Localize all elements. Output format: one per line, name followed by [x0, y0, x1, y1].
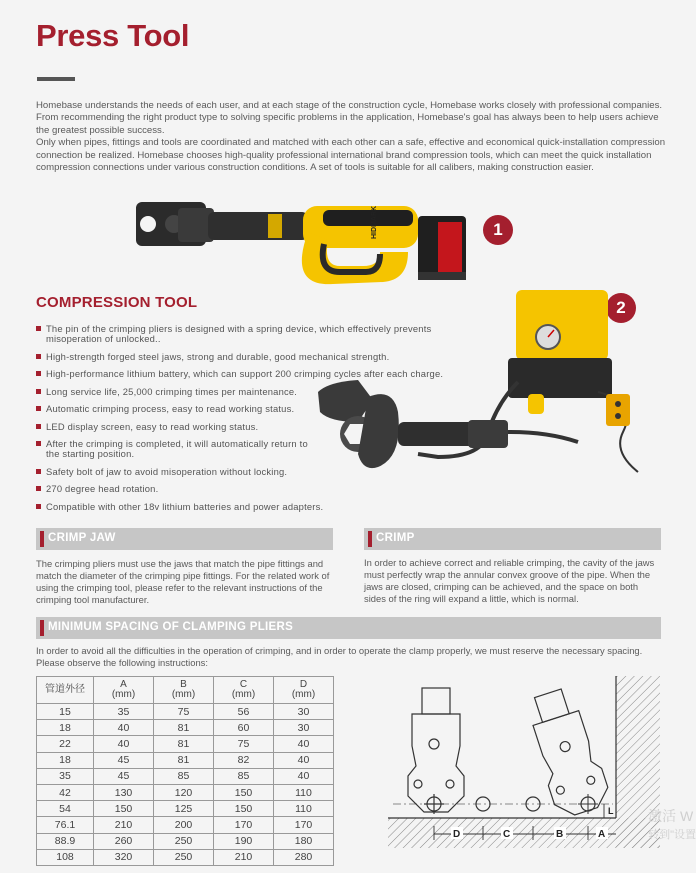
compression-tool-heading: COMPRESSION TOOL	[36, 294, 198, 311]
table-header-row	[37, 677, 334, 704]
table-cell: 60	[214, 720, 274, 736]
feature-item: Automatic crimping process, easy to read working status.	[36, 404, 506, 414]
table-row	[37, 849, 334, 865]
intro-paragraph-2: Only when pipes, fittings and tools are coordinated and matched with each other can a safe, effective and economical quick-installation compression connection be realized. Homebase chooses high-quality professional international brand compression tools, which can meet the quick installation compression connections under various construction conditions. A set of tools is suitable for all calibers, making construction easier.	[36, 137, 666, 174]
table-cell: 120	[154, 784, 214, 800]
bullet-square-icon	[36, 504, 41, 509]
bullet-square-icon	[36, 371, 41, 376]
bullet-square-icon	[36, 486, 41, 491]
table-row	[37, 704, 334, 720]
table-cell: 45	[94, 768, 154, 784]
intro-text	[36, 100, 666, 174]
table-cell: 22	[37, 736, 94, 752]
table-row	[37, 752, 334, 768]
table-cell: 45	[94, 752, 154, 768]
table-cell: 75	[214, 736, 274, 752]
table-cell: 190	[214, 833, 274, 849]
table-cell: 250	[154, 833, 214, 849]
dimension-label-b: B	[556, 829, 564, 840]
table-cell: 76.1	[37, 817, 94, 833]
table-row	[37, 784, 334, 800]
feature-item: Compatible with other 18v lithium batteries and power adapters.	[36, 502, 506, 512]
table-cell: 56	[214, 704, 274, 720]
table-cell: 30	[274, 704, 334, 720]
column-header: D (mm)	[274, 677, 334, 704]
crimp-jaw-text: The crimping pliers must use the jaws that match the pipe fittings and match the diameter of the crimping pipe fittings. For the related work of using the crimping tool, please refer to the relevant instructions of the crimping tool manufacturer.	[36, 558, 330, 605]
intro-paragraph-1: Homebase understands the needs of each user, and at each stage of the construction cycle, Homebase works closely with professional companies. From recommending the right product type to solving specific problems in the application, Homebase's goal has always been to help users achieve the greatest possible success.	[36, 100, 663, 136]
table-cell: 108	[37, 849, 94, 865]
table-row	[37, 736, 334, 752]
column-header: A (mm)	[94, 677, 154, 704]
hydraulic-crimp-tool-image	[318, 282, 663, 492]
bullet-square-icon	[36, 424, 41, 429]
table-cell: 260	[94, 833, 154, 849]
feature-item: LED display screen, easy to read working status.	[36, 422, 506, 432]
header-accent-mark	[40, 531, 44, 547]
table-cell: 35	[94, 704, 154, 720]
min-spacing-header-bar	[36, 617, 661, 639]
bullet-square-icon	[36, 441, 41, 446]
column-header: C (mm)	[214, 677, 274, 704]
battery-press-tool-image	[118, 192, 483, 292]
table-cell: 320	[94, 849, 154, 865]
table-cell: 40	[274, 752, 334, 768]
table-body	[37, 704, 334, 866]
table-cell: 150	[94, 801, 154, 817]
bullet-square-icon	[36, 406, 41, 411]
tool-number-badge-1: 1	[483, 215, 513, 245]
table-row	[37, 720, 334, 736]
table-cell: 125	[154, 801, 214, 817]
table-cell: 280	[274, 849, 334, 865]
feature-item: Long service life, 25,000 crimping times per maintenance.	[36, 387, 506, 397]
table-cell: 250	[154, 849, 214, 865]
crimp-text: In order to achieve correct and reliable crimping, the cavity of the jaws must perfectly wrap the annular convex groove of the pipe. When the jaws are closed, crimping can be achieved, and the space on both sides of the ring will expand a little, which is normal.	[364, 557, 655, 604]
feature-item: High-performance lithium battery, which can support 200 crimping cycles after each charge.	[36, 369, 506, 379]
dimension-label-c: C	[503, 829, 511, 840]
table-cell: 42	[37, 784, 94, 800]
crimp-heading: CRIMP	[376, 532, 415, 544]
table-row	[37, 801, 334, 817]
table-row	[37, 833, 334, 849]
table-cell: 18	[37, 752, 94, 768]
column-header: 管道外径	[37, 677, 94, 704]
dimension-label-a: A	[598, 829, 606, 840]
table-cell: 110	[274, 801, 334, 817]
spacing-diagram	[388, 676, 660, 848]
table-cell: 54	[37, 801, 94, 817]
crimp-header-bar	[364, 528, 661, 550]
bullet-square-icon	[36, 389, 41, 394]
table-cell: 150	[214, 801, 274, 817]
table-cell: 85	[214, 768, 274, 784]
table-cell: 82	[214, 752, 274, 768]
table-cell: 40	[94, 720, 154, 736]
activation-watermark: 激活 W 转到"设置	[648, 808, 696, 841]
table-cell: 40	[94, 736, 154, 752]
bullet-square-icon	[36, 326, 41, 331]
page-title: Press Tool	[36, 18, 190, 53]
column-header: B (mm)	[154, 677, 214, 704]
dimension-label-l: L	[608, 806, 614, 816]
feature-item: Safety bolt of jaw to avoid misoperation without locking.	[36, 467, 506, 477]
bullet-square-icon	[36, 354, 41, 359]
title-underline	[37, 77, 75, 81]
header-accent-mark	[40, 620, 44, 636]
table-cell: 85	[154, 768, 214, 784]
min-spacing-text: In order to avoid all the difficulties in the operation of crimping, and in order to operate the clamp properly, we must reserve the necessary spacing. Please observe the following instructions:	[36, 645, 643, 668]
table-row	[37, 817, 334, 833]
table-cell: 150	[214, 784, 274, 800]
spacing-table	[36, 676, 334, 866]
bullet-square-icon	[36, 469, 41, 474]
feature-item: The pin of the crimping pliers is designed with a spring device, which effectively prevents misoperation of unlocked..	[36, 324, 506, 344]
table-cell: 210	[214, 849, 274, 865]
table-cell: 180	[274, 833, 334, 849]
table-cell: 75	[154, 704, 214, 720]
table-cell: 81	[154, 720, 214, 736]
table-cell: 110	[274, 784, 334, 800]
table-cell: 81	[154, 752, 214, 768]
table-cell: 210	[94, 817, 154, 833]
feature-item: High-strength forged steel jaws, strong and durable, good mechanical strength.	[36, 352, 506, 362]
table-cell: 170	[214, 817, 274, 833]
crimp-jaw-heading: CRIMP JAW	[48, 532, 116, 544]
table-cell: 40	[274, 768, 334, 784]
crimp-jaw-header-bar	[36, 528, 333, 550]
min-spacing-heading: MINIMUM SPACING OF CLAMPING PLIERS	[48, 621, 294, 633]
table-cell: 30	[274, 720, 334, 736]
tool-number-badge-2: 2	[606, 293, 636, 323]
table-cell: 88.9	[37, 833, 94, 849]
table-row	[37, 768, 334, 784]
table-cell: 130	[94, 784, 154, 800]
feature-item: After the crimping is completed, it will automatically return to the starting position.	[36, 439, 506, 459]
table-cell: 18	[37, 720, 94, 736]
table-cell: 35	[37, 768, 94, 784]
tool-brand-text: HIDMARK	[371, 205, 378, 239]
table-cell: 81	[154, 736, 214, 752]
table-cell: 170	[274, 817, 334, 833]
dimension-label-d: D	[453, 829, 461, 840]
table-cell: 200	[154, 817, 214, 833]
table-cell: 40	[274, 736, 334, 752]
table-cell: 15	[37, 704, 94, 720]
feature-item: 270 degree head rotation.	[36, 484, 506, 494]
header-accent-mark	[368, 531, 372, 547]
